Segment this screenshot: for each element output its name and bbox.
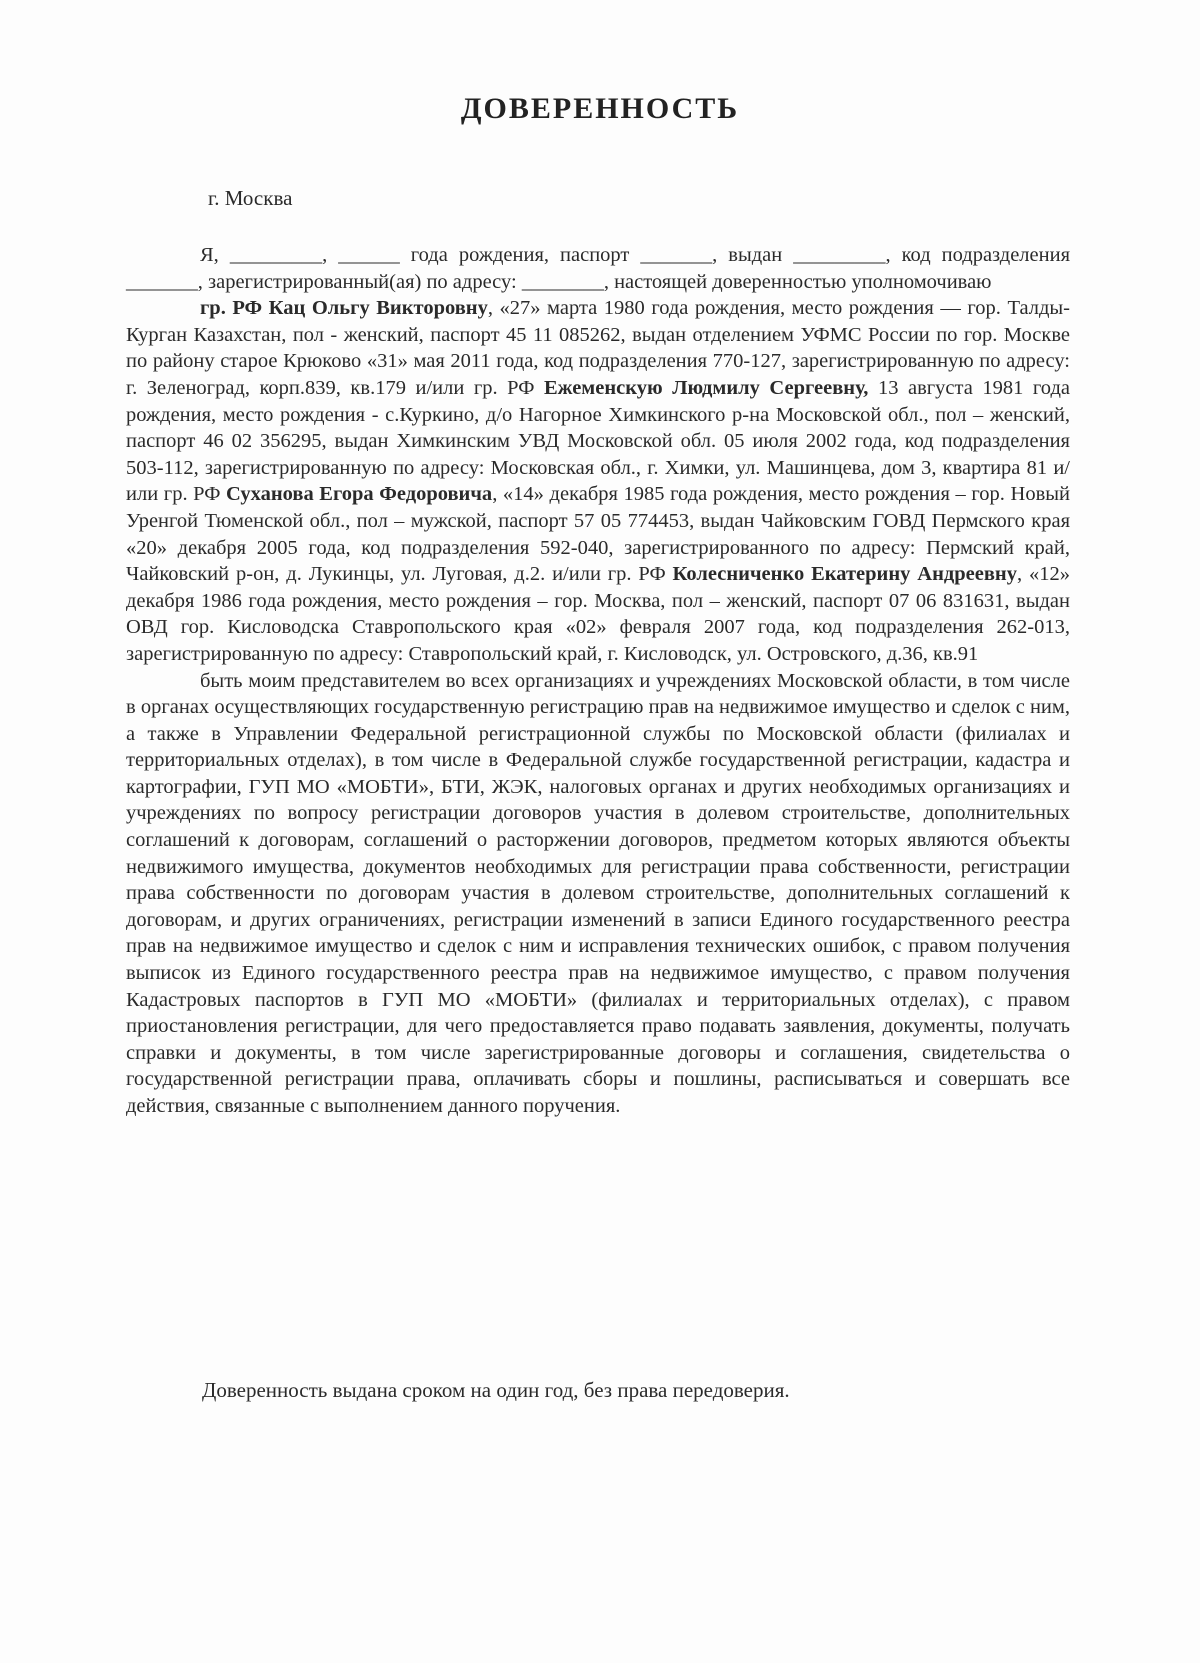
agent-1-details: , «27» марта 1980 года рождения, место рождения — гор. Талды-Курган Казахстан, пол - женский, паспорт 45 11 085262, выдан отделением УФМС России по гор. Москве по району старое Крюково «31» мая 2011 года, код подразделения 770-127, зарегистрированную по адресу: г. Зеленоград, корп.839, кв.179 и/или гр. РФ [126,297,1070,399]
blank-issued: _________ [793,244,886,266]
agent-3-name: Суханова Егора Федоровича [226,483,493,506]
intro-text-3: , выдан [712,244,783,266]
agent-4-details: , «12» декабря 1986 года рождения, место рождения – гор. Москва, пол – женский, паспорт 07 06 831631, выдан ОВД гор. Кисловодска Ставропольского края «02» февраля 2007 года, код подразделения 262-013, зарегистрированную по адресу: Ставропольский край, г. Кисловодск, ул. Островского, д.36, кв.91 [126,563,1070,665]
blank-code: _______ [126,270,198,293]
powers-paragraph: быть моим представителем во всех организациях и учреждениях Московской области, в том числе в органах осуществляющих государственную регистрацию прав на недвижимое имущество и сделок с ним, а также в Управлении Федеральной регистрационной службы по Московской области (филиалах и территориальных отделах), в том числе в Федеральной службе государственной регистрации, кадастра и картографии, ГУП МО «МОБТИ», БТИ, ЖЭК, налоговых органах и других необходимых организациях и учреждениях по вопросу регистрации договоров участия в долевом строительстве, дополнительных соглашений к договорам, соглашений о расторжении договоров, предметом которых являются объекты недвижимого имущества, документов необходимых для регистрации права собственности, регистрации права собственности по договорам участия в долевом строительстве, дополнительных соглашений к договорам, и других ограничениях, регистрации изменений в записи Единого государственного реестра прав на недвижимое имущество и сделок с ним и исправления технических ошибок, с правом получения выписок из Единого государственного реестра прав на недвижимое имущество, с правом получения Кадастровых паспортов в ГУП МО «МОБТИ» (филиалах и территориальных отделах), с правом приостановления регистрации, для чего предоставляется право подавать заявления, документы, получать справки и документы, в том числе зарегистрированные договоры и соглашения, свидетельства о государственной регистрации права, оплачивать сборы и пошлины, расписываться и совершать все действия, связанные с выполнением данного поручения. [126,669,1070,1117]
intro-text-1: Я, [200,244,219,266]
blank-address: ________ [521,270,604,293]
agent-1-name: гр. РФ Кац Ольгу Викторовну [200,297,488,320]
term-line: Доверенность выдана сроком на один год, без права передоверия. [202,1378,790,1402]
intro-paragraph [126,242,1070,295]
blank-name: _________ [229,244,323,266]
agent-3-details: , «14» декабря 1985 года рождения, место рождения – гор. Новый Уренгой Тюменской обл., пол – мужской, паспорт 57 05 774453, выдан Чайковским ГОВД Пермского края «20» декабря 2005 года, код подразделения 592-040, зарегистрированного по адресу: Пермский край, Чайковский р-он, д. Лукинцы, ул. Луговая, д.2. и/или гр. РФ [126,483,1071,586]
intro-text-6: , настоящей доверенностью уполномочиваю [603,270,992,293]
city-line: г. Москва [208,186,293,210]
intro-text-5: , зарегистрированный(ая) по адресу: [197,270,517,293]
agent-4-name: Колесниченко Екатерину Андреевну [672,563,1017,586]
blank-dob: ______ [338,244,400,266]
intro-comma: , [322,244,328,266]
agent-2-name: Ежеменскую Людмилу Сергеевну, [543,376,869,399]
document-body [126,242,1070,1120]
document-title: ДОВЕРЕННОСТЬ [460,92,740,125]
agent-2-details: 13 августа 1981 года рождения, место рождения - с.Куркино, д/о Нагорное Химкинского р-на Московской обл., пол – женский, паспорт 46 02 356295, выдан Химкинским УВД Московской обл. 05 июля 2002 года, код подразделения 503-112, зарегистрированную по адресу: Московская обл., г. Химки, ул. Машинцева, дом 3, квартира 81 и/или гр. РФ [126,376,1070,506]
agents-paragraph [126,295,1070,667]
blank-passport: _______ [640,244,713,266]
intro-text-2: года рождения, паспорт [410,244,630,266]
intro-text-4: , код подразделения [885,244,1071,266]
